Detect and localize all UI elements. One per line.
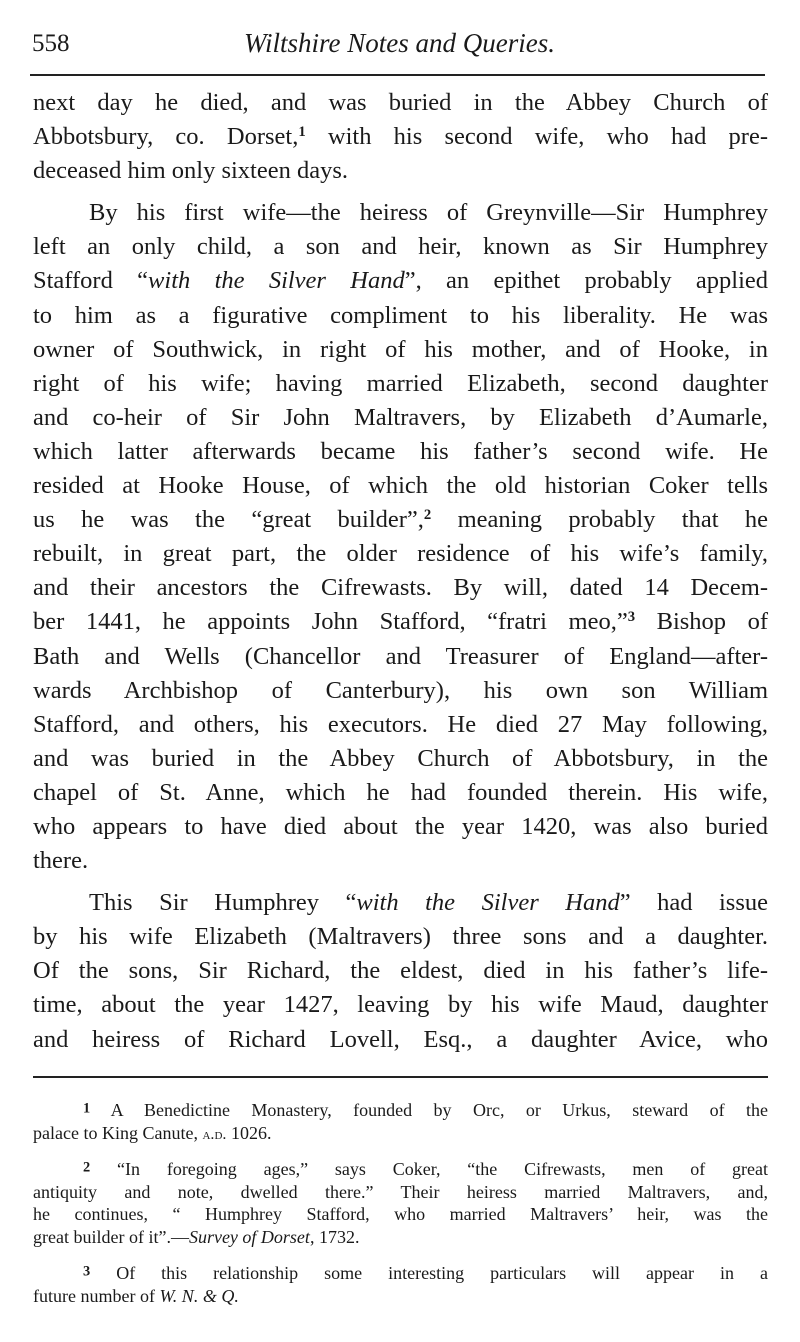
text-line xyxy=(33,469,768,503)
text-segment: time, about the year 1427, leaving by his wife Maud, daughter xyxy=(33,991,768,1019)
text-line xyxy=(33,1226,768,1249)
text-line xyxy=(33,230,768,264)
text-segment: ” had issue xyxy=(619,889,769,917)
text-line xyxy=(33,1285,768,1308)
text-line xyxy=(33,742,768,776)
footnote-marker: 2 xyxy=(423,507,432,524)
header-rule xyxy=(30,74,765,76)
footnote-marker: 2 xyxy=(83,1159,91,1176)
text-segment: “In foregoing ages,” says Coker, “the Cifrewasts, men of great xyxy=(90,1159,768,1179)
text-line xyxy=(33,120,768,154)
text-segment: and co-heir of Sir John Maltravers, by Elizabeth d’Aumarle, xyxy=(33,403,768,431)
text-segment: resided at Hooke House, of which the old historian Coker tells xyxy=(33,472,768,500)
text-line xyxy=(33,844,768,878)
paragraph xyxy=(33,86,768,188)
paragraph xyxy=(33,196,768,878)
italic-text: with the Silver Hand xyxy=(148,267,405,295)
text-segment: to him as a figurative compliment to his liberality. He was xyxy=(33,301,768,329)
text-line xyxy=(33,1158,768,1181)
text-line xyxy=(33,435,768,469)
footnote-marker: 3 xyxy=(627,609,636,626)
text-segment: right of his wife; having married Elizabeth, second daughter xyxy=(33,369,768,397)
footnote xyxy=(33,1158,768,1248)
text-segment: meaning probably that he xyxy=(431,506,768,534)
text-line xyxy=(33,920,768,954)
text-line xyxy=(33,776,768,810)
text-segment: who appears to have died about the year 1420, was also buried xyxy=(33,812,768,840)
text-segment: ber 1441, he appoints John Stafford, “fratri meo,” xyxy=(33,608,628,636)
text-line xyxy=(33,1099,768,1122)
text-line xyxy=(33,640,768,674)
text-segment: rebuilt, in great part, the older residence of his wife’s family, xyxy=(33,540,768,568)
text-segment: which latter afterwards became his father’s second wife. He xyxy=(33,437,768,465)
text-segment: and heiress of Richard Lovell, Esq., a daughter Avice, who xyxy=(33,1025,768,1053)
text-line xyxy=(33,1023,768,1057)
text-line xyxy=(33,196,768,230)
page-number: 558 xyxy=(32,30,70,57)
text-segment: wards Archbishop of Canterbury), his own son William xyxy=(33,676,768,704)
text-line xyxy=(33,810,768,844)
text-line xyxy=(33,954,768,988)
text-line xyxy=(33,264,768,298)
footnote xyxy=(33,1262,768,1307)
text-line xyxy=(33,1203,768,1226)
text-segment: he continues, “ Humphrey Stafford, who married Maltravers’ heir, was the xyxy=(33,1204,768,1224)
text-segment: This Sir Humphrey “ xyxy=(89,889,357,917)
footnote-rule xyxy=(33,1076,768,1078)
text-line xyxy=(33,674,768,708)
text-segment: us he was the “great builder”, xyxy=(33,506,424,534)
text-segment: Of the sons, Sir Richard, the eldest, died in his father’s life- xyxy=(33,957,768,985)
text-segment: future number of xyxy=(33,1285,160,1306)
footnotes xyxy=(33,1099,768,1321)
text-line xyxy=(33,299,768,333)
text-segment: and was buried in the Abbey Church of Abbotsbury, in the xyxy=(33,744,768,772)
text-segment: by his wife Elizabeth (Maltravers) three sons and a daughter. xyxy=(33,923,768,951)
text-line xyxy=(33,333,768,367)
footnote-marker: 1 xyxy=(83,1100,91,1117)
text-line xyxy=(33,886,768,920)
body-text xyxy=(33,86,768,1065)
text-segment: Bishop of xyxy=(635,608,768,636)
running-title: Wiltshire Notes and Queries. xyxy=(244,28,555,58)
text-line xyxy=(33,571,768,605)
text-line xyxy=(33,86,768,120)
text-line xyxy=(33,154,768,188)
paragraph xyxy=(33,886,768,1056)
text-line xyxy=(33,708,768,742)
text-line xyxy=(33,605,768,639)
text-segment: left an only child, a son and heir, known as Sir Humphrey xyxy=(33,233,768,261)
footnote xyxy=(33,1099,768,1144)
text-segment: Of this relationship some interesting particulars will appear in a xyxy=(90,1263,768,1283)
text-segment: antiquity and note, dwelled there.” Their heiress married Maltravers, and, xyxy=(33,1181,768,1202)
text-segment: By his first wife—the heiress of Greynville—Sir Humphrey xyxy=(89,199,768,227)
text-line xyxy=(33,1181,768,1204)
italic-text: with the Silver Hand xyxy=(356,889,620,917)
text-segment: and their ancestors the Cifrewasts. By will, dated 14 Decem- xyxy=(33,574,768,602)
text-segment: palace to King Canute, xyxy=(33,1122,203,1143)
text-line xyxy=(33,367,768,401)
text-segment: A Benedictine Monastery, founded by Orc, or Urkus, steward of the xyxy=(90,1100,768,1120)
text-segment: chapel of St. Anne, which he had founded therein. His wife, xyxy=(33,778,768,806)
text-segment: next day he died, and was buried in the Abbey Church of xyxy=(33,89,768,116)
text-line xyxy=(33,1262,768,1285)
italic-text: W. N. & Q. xyxy=(159,1285,239,1306)
footnote-marker: 3 xyxy=(83,1263,91,1280)
text-segment: with his second wife, who had pre- xyxy=(305,123,768,151)
text-segment: a.d. xyxy=(202,1124,227,1143)
text-line xyxy=(33,401,768,435)
text-line xyxy=(33,503,768,537)
text-line xyxy=(33,988,768,1022)
text-segment: deceased him only sixteen days. xyxy=(33,157,349,185)
text-segment: great builder of it”.— xyxy=(33,1226,189,1247)
text-segment: owner of Southwick, in right of his mother, and of Hooke, in xyxy=(33,335,768,363)
footnote-marker: 1 xyxy=(298,124,306,141)
text-segment: 1026. xyxy=(226,1122,272,1143)
text-segment: , 1732. xyxy=(309,1226,360,1247)
text-segment: Stafford, and others, his executors. He died 27 May following, xyxy=(33,710,768,738)
text-segment: Bath and Wells (Chancellor and Treasurer of England—after- xyxy=(33,642,768,670)
page-header xyxy=(32,26,767,66)
text-segment: Abbotsbury, co. Dorset, xyxy=(33,123,299,151)
text-segment: there. xyxy=(33,847,89,875)
text-line xyxy=(33,537,768,571)
text-line xyxy=(33,1122,768,1145)
italic-text: Survey of Dorset xyxy=(188,1226,310,1247)
text-segment: ”, an epithet probably applied xyxy=(404,267,769,295)
text-segment: Stafford “ xyxy=(33,267,149,295)
